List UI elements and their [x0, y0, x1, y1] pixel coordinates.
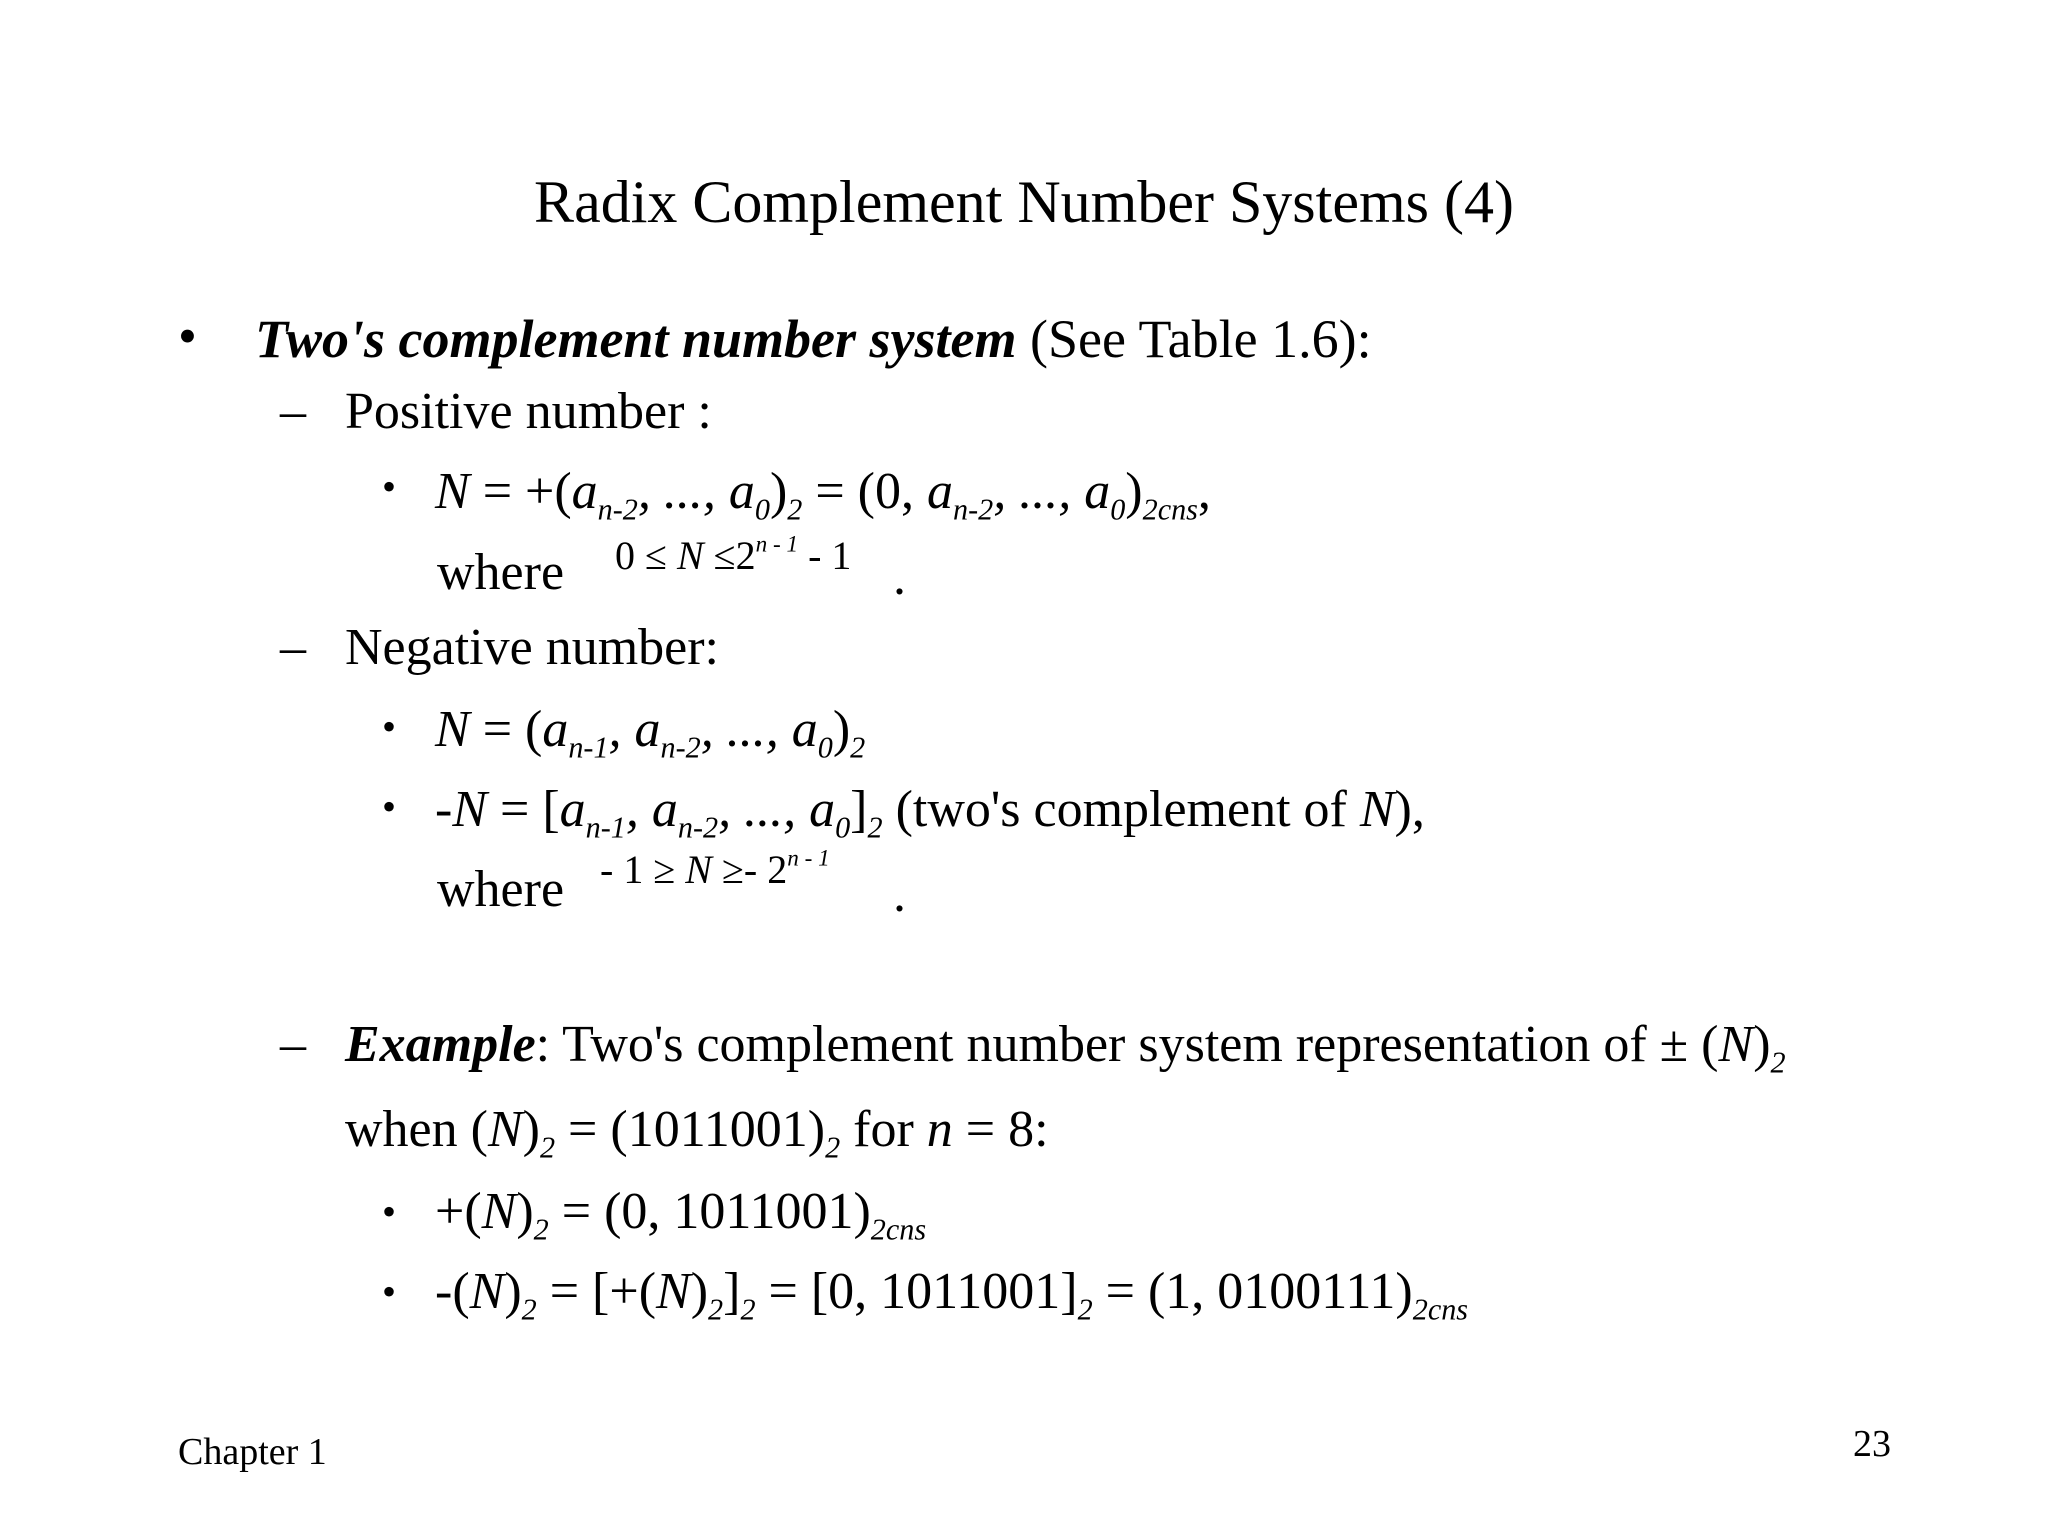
positive-where-period: .: [893, 549, 906, 606]
main-heading: [255, 308, 1372, 370]
page-number: 23: [1853, 1423, 1891, 1465]
negative-formula-2: $-N = [a_{n-1}$, $a_{n-2}$, ..., $a_0]_2$ (two's complement of N),: [435, 781, 1425, 845]
page-title: Radix Complement Number Systems (4): [534, 169, 1514, 235]
example-line-2: when $(N)_2 = (1011001)_2$ for n = 8:: [345, 1101, 1049, 1165]
positive-label: Positive number :: [345, 383, 712, 440]
dash-icon: –: [280, 383, 306, 440]
bullet-icon: •: [382, 784, 397, 829]
example-line-1: Example: Two's complement number system representation of ± $(N)_2$: [345, 1016, 1786, 1080]
example-item-2: $-(N)_2 = [+(N)_2]_2 = [0$, $1011001]_2 = (1$, $0100111)_{2cns}$: [435, 1263, 1469, 1327]
bullet-icon: •: [178, 306, 197, 366]
footer-chapter: Chapter 1: [178, 1431, 327, 1473]
dash-icon: –: [280, 1016, 306, 1073]
positive-where-label: where: [437, 544, 565, 601]
negative-formula-1: $N = (a_{n-1}$, $a_{n-2}$, ..., $a_0)_2$: [435, 701, 866, 765]
positive-formula: $N = +(a_{n-2}$, ..., $a_0)_2 = (0$, $a_{n-2}$, ..., $a_0)_{2cns}$,: [435, 463, 1211, 527]
negative-label: Negative number:: [345, 619, 719, 676]
dash-icon: –: [280, 619, 306, 676]
heading-bold: Two's complement number system: [255, 309, 1017, 369]
negative-where-formula: - 1 ≥ N ≥- 2$^{n - 1}$: [600, 845, 830, 892]
heading-rest: (See Table 1.6):: [1016, 309, 1372, 369]
negative-where-label: where: [437, 861, 565, 918]
example-item-1: $+(N)_2 = (0$, $1011001)_{2cns}$: [435, 1183, 927, 1247]
bullet-icon: •: [382, 704, 397, 749]
bullet-icon: •: [382, 1189, 397, 1234]
bullet-icon: •: [382, 464, 397, 509]
negative-where-period: .: [893, 866, 906, 923]
bullet-icon: •: [382, 1269, 397, 1314]
positive-where-formula: $0 \le N \le 2^{n - 1} - 1$: [615, 531, 852, 578]
